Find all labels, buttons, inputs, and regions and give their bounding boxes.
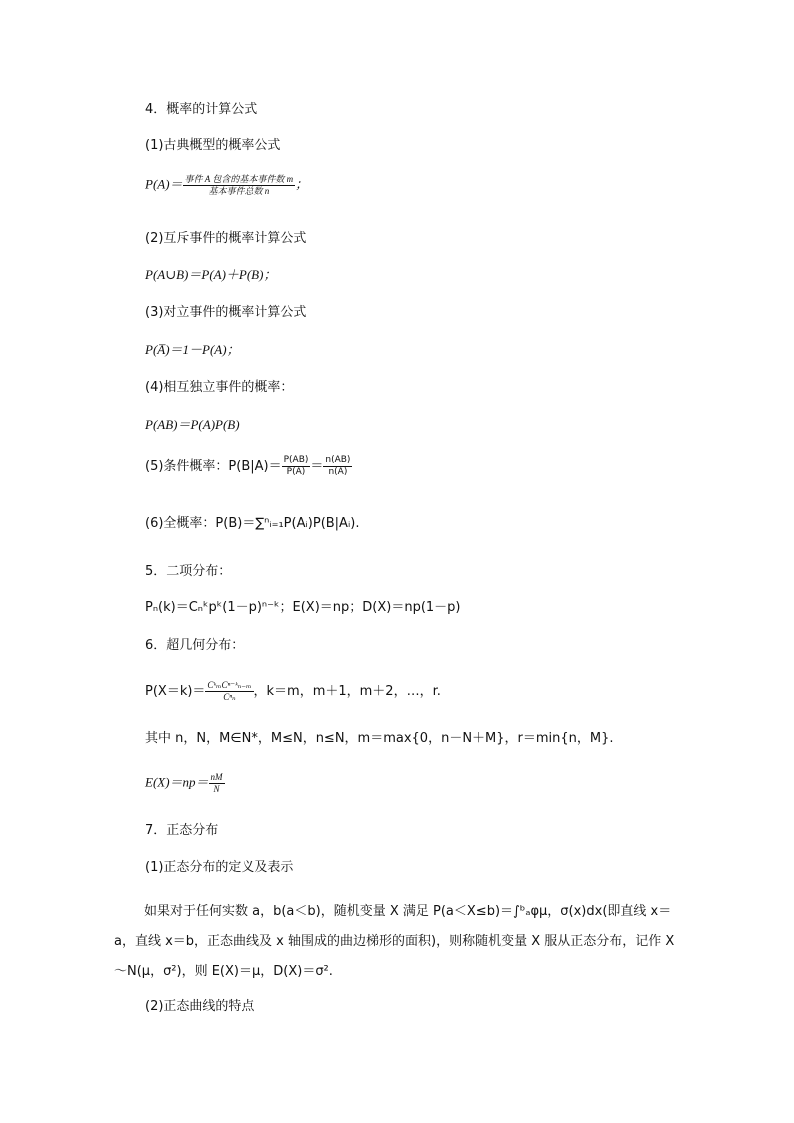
section-5-heading: 5．二项分布： [145, 564, 232, 579]
total-probability-formula: (6)全概率：P(B)＝∑ⁿᵢ₌₁P(Aᵢ)P(B|Aᵢ). [145, 516, 360, 531]
mutually-exclusive-heading: (2)互斥事件的概率计算公式 [145, 231, 307, 246]
complementary-formula: P(A̅)＝1－P(A)； [145, 342, 240, 357]
normal-definition-heading: (1)正态分布的定义及表示 [145, 860, 294, 875]
section-6-heading: 6．超几何分布： [145, 638, 245, 653]
binomial-formula: Pₙ(k)＝Cₙᵏpᵏ(1－p)ⁿ⁻ᵏ；E(X)＝np；D(X)＝np(1－p) [145, 600, 461, 615]
hypergeometric-conditions: 其中 n，N，M∈N*，M≤N，n≤N，m＝max{0，n－N＋M}，r＝min{n，M}. [145, 731, 614, 746]
fraction: $\frac{\text{CᵏₘCⁿ⁻ᵏₙ₋ₘ}}{\text{Cⁿₙ}}$ [207, 680, 252, 702]
complementary-heading: (3)对立事件的概率计算公式 [145, 305, 307, 320]
independent-formula: P(AB)＝P(A)P(B) [145, 417, 240, 432]
section-7-heading: 7．正态分布 [145, 823, 219, 838]
mutually-exclusive-formula: P(A∪B)＝P(A)＋P(B)； [145, 267, 277, 282]
section-4-heading: 4．概率的计算公式 [145, 102, 258, 117]
conditional-probability-formula: (5)条件概率：P(B|A)＝ $\frac{P(AB)}{P(A)}$ ＝ $\frac{n(AB)}{n(A)}$ [145, 455, 351, 477]
normal-definition-paragraph: 如果对于任何实数 a，b(a＜b)，随机变量 X 满足 P(a＜X≤b)＝∫ᵇₐφμ，σ(x)dx(即直线 x＝a，直线 x＝b，正态曲线及 x 轴围成的曲边梯形的面积)，则称随机变量 X 服从正态分布，记作 X～N(μ，σ²)，则 E(X)＝μ，D(X)＝σ². [114, 904, 675, 979]
independent-heading: (4)相互独立事件的概率： [145, 380, 294, 395]
fraction: $\frac{P(AB)}{P(A)}$ [283, 455, 309, 477]
fraction: $\frac{n(AB)}{n(A)}$ [325, 455, 351, 477]
fraction: $\frac{nM}{N}$ [210, 772, 223, 794]
normal-curve-heading: (2)正态曲线的特点 [145, 999, 255, 1014]
classical-probability-formula: P(A)＝ $\frac{\text{事件 A 包含的基本事件数 m}}{\text{基本事件总数 n}}$ ； [145, 174, 309, 196]
hypergeometric-formula: P(X＝k)＝ $\frac{\text{CᵏₘCⁿ⁻ᵏₙ₋ₘ}}{\text{Cⁿₙ}}$ ，k＝m，m＋1，m＋2，…，r. [145, 680, 441, 702]
hypergeometric-expectation: E(X)＝np＝ $\frac{nM}{N}$ [145, 772, 223, 794]
fraction: $\frac{\text{事件 A 包含的基本事件数 m}}{\text{基本事件总数 n}}$ [184, 174, 294, 196]
classical-probability-heading: (1)古典概型的概率公式 [145, 138, 281, 153]
